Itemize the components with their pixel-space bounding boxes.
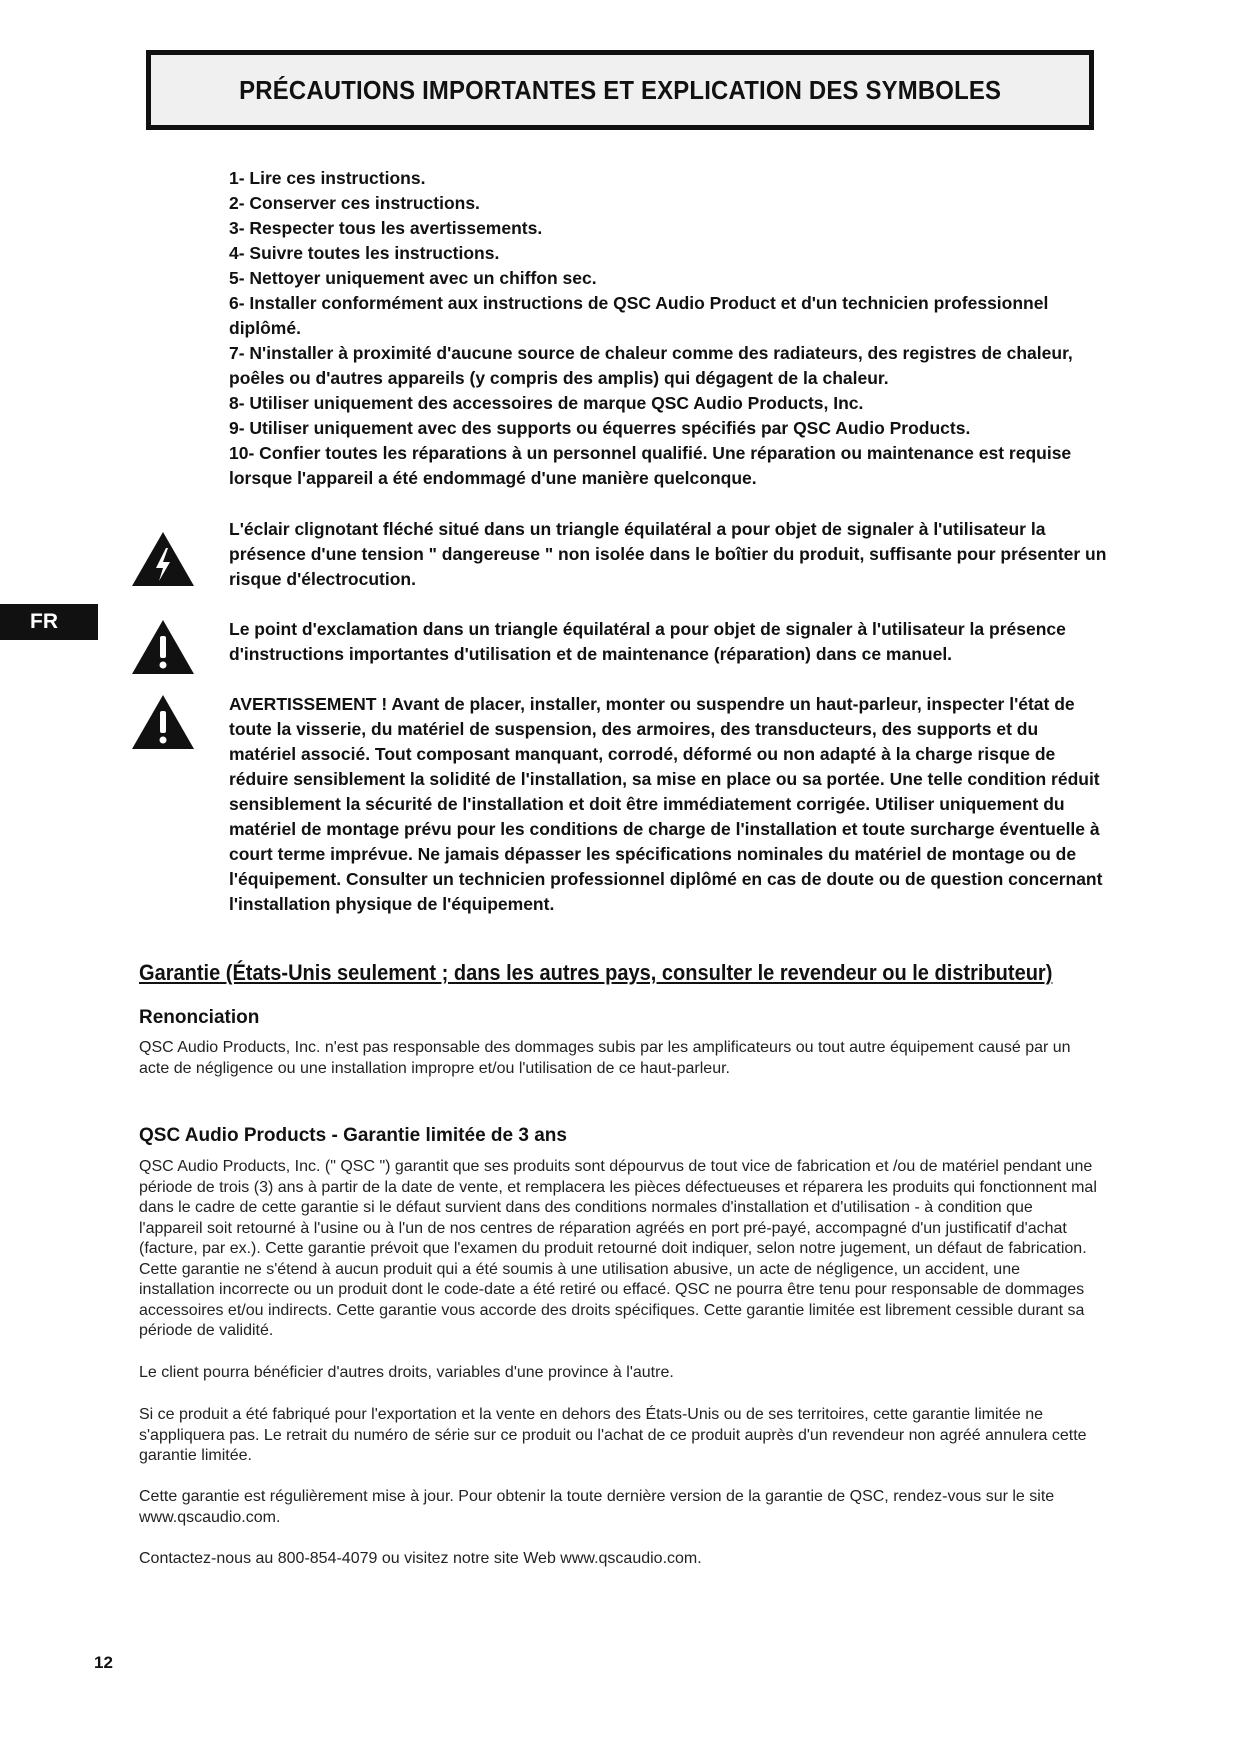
exclamation-symbol-text: Le point d'exclamation dans un triangle équilatéral a pour objet de signaler à l'utilisateur la présence d'instructions importantes d'utilisation et de maintenance (réparation) dans ce manuel. [229,619,1066,664]
instruction-item: 7- N'installer à proximité d'aucune source de chaleur comme des radiateurs, des registres de chaleur, poêles ou d'autres appareils (y compris des amplis) qui dégagent de la chaleur. [229,343,1073,388]
instruction-list [229,166,1109,491]
instruction-item: 8- Utiliser uniquement des accessoires de marque QSC Audio Products, Inc. [229,393,864,413]
title-box [146,50,1094,130]
page-title: PRÉCAUTIONS IMPORTANTES ET EXPLICATION DES SYMBOLES [238,74,1002,105]
instruction-item: 1- Lire ces instructions. [229,168,426,188]
instruction-item: 10- Confier toutes les réparations à un personnel qualifié. Une réparation ou maintenance est requise lorsque l'appareil a été endommagé d'une manière quelconque. [229,443,1072,488]
update-text: Cette garantie est régulièrement mise à jour. Pour obtenir la toute dernière version de la garantie de QSC, rendez-vous sur le site www.qscaudio.com. [139,1488,1055,1526]
rights-text: Le client pourra bénéficier d'autres droits, variables d'une province à l'autre. [139,1364,674,1381]
contact-text: Contactez-nous au 800-854-4079 ou visitez notre site Web www.qscaudio.com. [139,1550,702,1567]
warning-text: AVERTISSEMENT ! Avant de placer, installer, monter ou suspendre un haut-parleur, inspecter l'état de toute la visserie, du matériel de suspension, des armoires, des transducteurs, des supports et du matériel associé. Tout composant manquant, corrodé, déformé ou non adapté à la charge risque de réduire sensiblement la solidité de l'installation, sa mise en place ou sa portée. Une telle condition réduit sensiblement la sécurité de l'installation et doit être immédiatement corrigée. Utiliser uniquement du matériel de montage prévu pour les conditions de charge de l'installation et toute surcharge éventuelle à court terme imprévue. Ne jamais dépasser les spécifications nominales du matériel de montage ou de l'équipement. Consulter un technicien professionnel diplômé en cas de doute ou de question concernant l'installation physique de l'équipement. [229,694,1103,914]
instruction-item: 2- Conserver ces instructions. [229,193,480,213]
warranty-heading: Garantie (États-Unis seulement ; dans les autres pays, consulter le revendeur ou le distributeur) [139,960,1053,985]
instruction-item: 4- Suivre toutes les instructions. [229,243,500,263]
instruction-item: 3- Respecter tous les avertissements. [229,218,543,238]
disclaimer-text: QSC Audio Products, Inc. n'est pas responsable des dommages subis par les amplificateurs ou tout autre équipement causé par un acte de négligence ou une installation impropre et/ou l'utilisation de ce haut-parleur. [139,1039,1071,1077]
page-number: 12 [94,1653,113,1672]
disclaimer-heading: Renonciation [139,1007,260,1028]
warning-icon [130,693,196,751]
export-text: Si ce produit a été fabriqué pour l'exportation et la vente en dehors des États-Unis ou de ses territoires, cette garantie limitée ne s'appliquera pas. Le retrait du numéro de série sur ce produit ou l'achat de ce produit auprès d'un revendeur non agréé annulera cette garantie limitée. [139,1406,1087,1464]
limited-warranty-text: QSC Audio Products, Inc. (" QSC ") garantit que ses produits sont dépourvus de tout vice de fabrication et /ou de matériel pendant une période de trois (3) ans à partir de la date de vente, et remplacera les pièces défectueuses et réparera les produits qui fonctionnent mal dans le cadre de cette garantie si le défaut survient dans des conditions normales d'installation et d'utilisation - à condition que l'appareil soit retourné à l'usine ou à l'un de nos centres de réparation agréés en port pré-payé, accompagné d'un justificatif d'achat (facture, par ex.). Cette garantie prévoit que l'examen du produit retourné doit indiquer, selon notre jugement, un défaut de fabrication. Cette garantie ne s'étend à aucun produit qui a été soumis à une utilisation abusive, un acte de négligence, un accident, une installation incorrecte ou un produit dont le code-date a été retiré ou effacé. QSC ne pourra être tenu pour responsable de dommages accessoires et/ou indirects. Cette garantie vous accorde des droits spécifiques. Cette garantie limitée est librement cessible durant sa période de validité. [139,1158,1097,1339]
limited-warranty-heading: QSC Audio Products - Garantie limitée de 3 ans [139,1125,567,1146]
language-tab: FR [0,604,98,640]
exclamation-warning-icon [130,618,196,676]
instruction-item: 9- Utiliser uniquement avec des supports ou équerres spécifiés par QSC Audio Products. [229,418,971,438]
instruction-item: 5- Nettoyer uniquement avec un chiffon sec. [229,268,597,288]
lightning-warning-icon [130,530,196,588]
instruction-item: 6- Installer conformément aux instructions de QSC Audio Product et d'un technicien professionnel diplômé. [229,293,1049,338]
lightning-symbol-text: L'éclair clignotant fléché situé dans un triangle équilatéral a pour objet de signaler à l'utilisateur la présence d'une tension " dangereuse " non isolée dans le boîtier du produit, suffisante pour présenter un risque d'électrocution. [229,519,1107,589]
